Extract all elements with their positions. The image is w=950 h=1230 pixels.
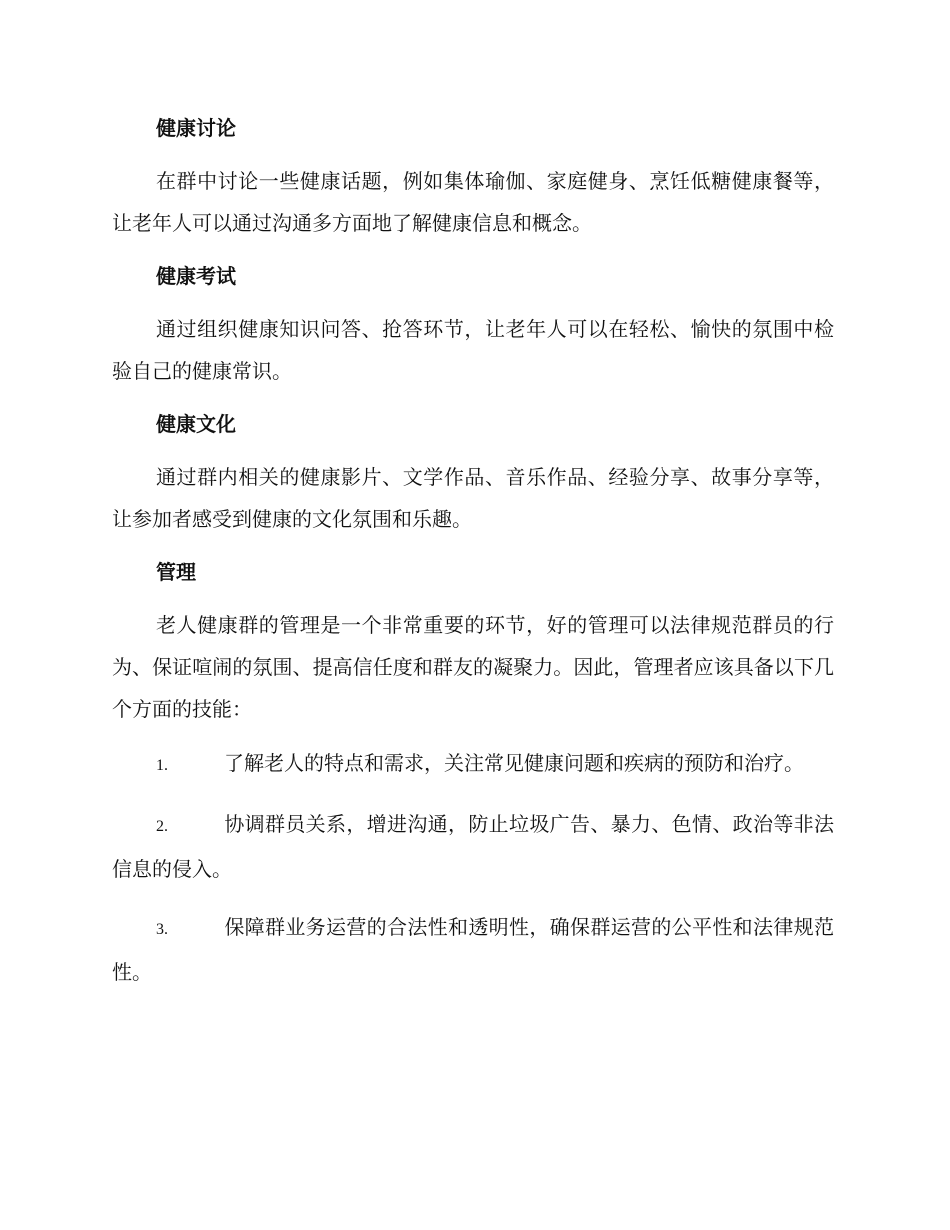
- list-item-text: 保障群业务运营的合法性和透明性，确保群运营的公平性和法律规范性。: [112, 915, 834, 984]
- section-heading-health-discussion: 健康讨论: [156, 116, 236, 140]
- list-item-text: 了解老人的特点和需求，关注常见健康问题和疾病的预防和治疗。: [224, 751, 804, 775]
- list-item-number: 1.: [156, 757, 168, 774]
- list-item-number: 3.: [156, 921, 168, 938]
- section-paragraph-health-discussion: 在群中讨论一些健康话题，例如集体瑜伽、家庭健身、烹饪低糖健康餐等，让老年人可以通过沟通多方面地了解健康信息和概念。: [112, 169, 834, 235]
- list-item-text: 协调群员关系，增进沟通，防止垃圾广告、暴力、色情、政治等非法信息的侵入。: [112, 812, 834, 881]
- list-item: [112, 906, 834, 993]
- management-skills-list: [112, 742, 834, 993]
- section-heading-health-exam: 健康考试: [156, 264, 236, 288]
- section-heading-health-culture: 健康文化: [156, 412, 236, 436]
- section-paragraph-management: 老人健康群的管理是一个非常重要的环节，好的管理可以法律规范群员的行为、保证喧闹的氛围、提高信任度和群友的凝聚力。因此，管理者应该具备以下几个方面的技能：: [112, 613, 834, 721]
- section-heading-management: 管理: [156, 560, 196, 584]
- section-paragraph-health-exam: 通过组织健康知识问答、抢答环节，让老年人可以在轻松、愉快的氛围中检验自己的健康常识。: [112, 317, 834, 383]
- list-item-number: 2.: [156, 818, 168, 835]
- list-item: [112, 742, 834, 787]
- section-paragraph-health-culture: 通过群内相关的健康影片、文学作品、音乐作品、经验分享、故事分享等，让参加者感受到健康的文化氛围和乐趣。: [112, 465, 834, 531]
- document-body: [112, 108, 834, 1009]
- list-item: [112, 803, 834, 890]
